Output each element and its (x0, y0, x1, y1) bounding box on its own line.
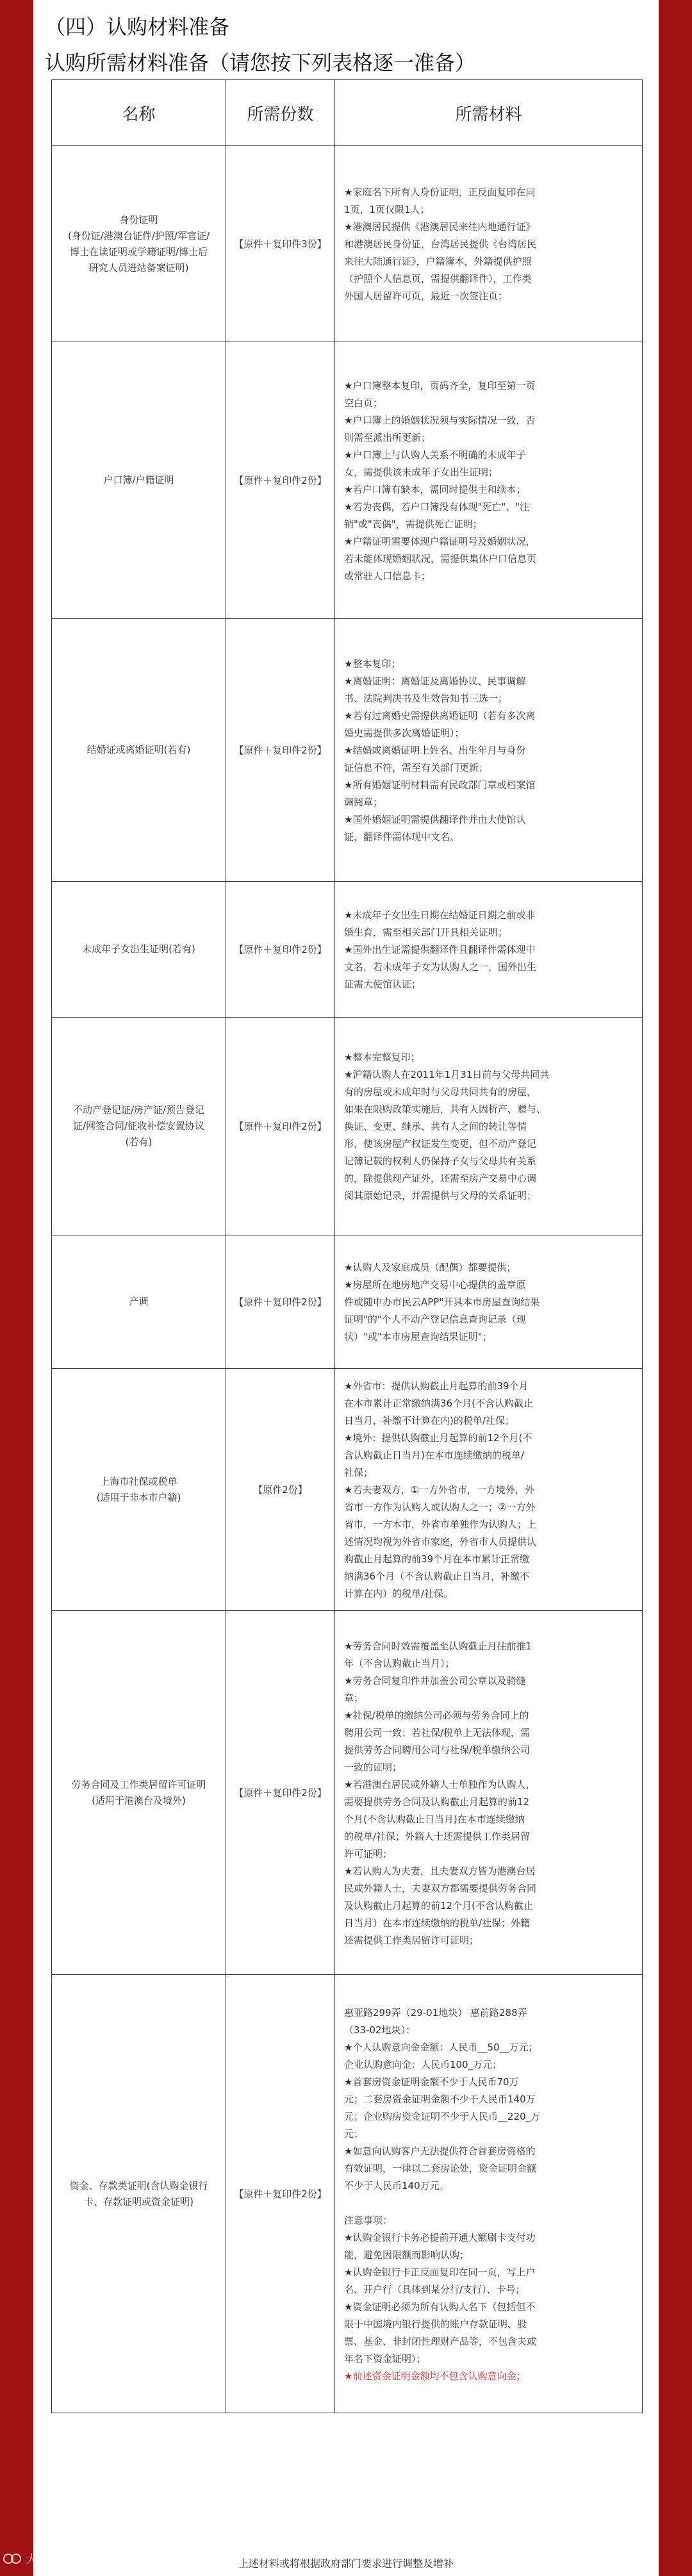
materials-line: ★若港澳台居民或外籍人士单独作为认购人， (344, 1778, 536, 1790)
materials-detail (335, 342, 643, 619)
materials-line: ★国外出生证需提供翻译件且翻译件需体现中 (344, 944, 536, 955)
materials-line: 证信息不符，需至有关部门更新； (344, 762, 489, 773)
materials-line: ★沪籍认购人在2011年1月31日前与父母共同共 (344, 1069, 550, 1080)
materials-line: 证需大使馆认证； (344, 978, 422, 990)
materials-line: ★结婚或离婚证明上姓名、出生年月与身份 (344, 745, 526, 756)
materials-line: ★整本复印； (344, 658, 401, 670)
materials-line: ★社保/税单的缴纳公司必须与劳务合同上的 (344, 1709, 529, 1721)
materials-line: 空白页； (344, 397, 383, 409)
materials-line: 个月(不含认购截止日当月)在本市连续缴纳 (344, 1813, 525, 1825)
materials-line: 日当月）在本市连续缴纳的税单/社保；外籍 (344, 1917, 531, 1929)
header-copies: 所需份数 (226, 80, 335, 146)
copies-required: 【原件＋复印件3份】 (226, 146, 335, 342)
material-name-line: 卡、存款证明或资金证明) (84, 2195, 194, 2208)
materials-line: 及认购截止月起算的前12个月(不含认购截止 (344, 1899, 533, 1911)
materials-detail (335, 146, 643, 342)
copies-required: 【原件＋复印件2份】 (226, 342, 335, 619)
materials-line: 省市一方作为认购人或认购人之一；②一方外 (344, 1501, 536, 1513)
materials-line: ★境外：提供认购截止月起算的前12个月(不 (344, 1432, 532, 1444)
table-row (52, 1611, 643, 1975)
materials-line: 如果在限购政策实施后，共有人因析产、赠与、 (344, 1103, 547, 1115)
materials-line: 日当月，补缴不计算在内)的税单/社保； (344, 1415, 515, 1426)
materials-line: 注意事项： (344, 2214, 393, 2226)
materials-line: ★首套房资金证明金额不少于人民币70万 (344, 2076, 519, 2088)
materials-line: 含认购截止日当月)在本市连续缴纳的税单/ (344, 1449, 524, 1461)
materials-line: 购截止月起算的前39个月在本市累计正常缴 (344, 1553, 530, 1565)
materials-detail (335, 1235, 643, 1369)
material-name-line: (适用于非本市户籍) (96, 1491, 181, 1503)
materials-line: 年名下资金证明）； (344, 2352, 426, 2365)
materials-line: ★若为丧偶，若户口簿没有体现"死亡"、"注 (344, 500, 530, 513)
materials-line: 阅其原始记录，并需提供与父母的关系证明； (344, 1190, 537, 1201)
materials-line: 证明"的"个人不动产登记信息查询记录（现 (344, 1314, 526, 1325)
materials-line: ★若户口簿有缺本，需同时提供主和续本； (344, 483, 526, 495)
material-name-line: 身份证明 (119, 213, 158, 226)
copies-required: 【原件＋复印件2份】 (226, 1018, 335, 1235)
materials-line: 社保； (344, 1467, 374, 1478)
table-row (52, 619, 643, 882)
footnote: 上述材料或将根据政府部门要求进行调整及增补 (238, 2557, 454, 2570)
materials-line: ★整本完整复印； (344, 1052, 420, 1063)
materials-line: 1页，1页仅限1人； (344, 204, 430, 215)
materials-line: 限于中国境内银行提供的账户存款证明、股 (344, 2318, 527, 2330)
materials-line: 若未能体现婚姻状况，需提供集体户口信息页 (344, 552, 537, 565)
header-name: 名称 (52, 80, 226, 146)
materials-line: 在本市累计正常缴纳满36个月(不含认购截止 (344, 1398, 533, 1409)
materials-line: （33-02地块）： (344, 2024, 416, 2036)
copies-required: 【原件＋复印件2份】 (226, 619, 335, 882)
materials-line: ★房屋所在地房地产交易中心提供的盖章原 (344, 1279, 526, 1291)
materials-line: 证，翻译件需体现中文名。 (344, 831, 460, 843)
materials-detail (335, 1018, 643, 1235)
materials-line: 述情况均视为外省市家庭，外省市人员提供认 (344, 1536, 537, 1548)
material-name (52, 1611, 226, 1975)
materials-line: （护照个人信息页，需提供翻译件），工作类 (344, 273, 532, 285)
materials-line: 票、基金、非封闭性理财产品等，不包含夫或 (344, 2335, 537, 2347)
copies-required: 【原件＋复印件2份】 (226, 1611, 335, 1975)
materials-line: 换证、变更、继承、共有人之间的转让等情 (344, 1121, 527, 1132)
material-name (52, 342, 226, 619)
copies-required: 【原件＋复印件2份】 (226, 882, 335, 1018)
materials-line: 状）"或"本市房屋查询结果证明"； (344, 1331, 492, 1342)
copies-required: 【原件＋复印件2份】 (226, 1235, 335, 1369)
materials-line: 女，需提供该未成年子女出生证明； (344, 466, 498, 478)
material-name-line: 产调 (129, 1296, 149, 1307)
materials-line: ★未成年子女出生日期在结婚证日期之前或非 (344, 909, 536, 921)
materials-line: 聘用公司一致；若社保/税单上无法体现，需 (344, 1726, 531, 1738)
section-subtitle: 认购所需材料准备（请您按下列表格逐一准备） (45, 51, 476, 75)
materials-line: ★个人认购意向金金额：人民币__50__万元； (344, 2041, 538, 2053)
material-name-line: 研究人员进站备案证明) (88, 261, 189, 274)
material-name-line: 不动产登记证/房产证/预告登记 (72, 1104, 205, 1116)
table-row (52, 1369, 643, 1611)
materials-line: 提供劳务合同聘用公司与社保/税单缴纳公司 (344, 1744, 531, 1756)
material-name-line: 上海市社保或税单 (100, 1475, 177, 1487)
materials-line: 名、开户行（具体到某分行/支行）、卡号； (344, 2283, 525, 2295)
materials-detail (335, 1975, 643, 2413)
materials-line: 婚史需提供多次离婚证明）； (344, 727, 465, 739)
table-row (52, 1975, 643, 2413)
materials-line: 惠亚路299弄（29-01地块） 惠前路288弄 (344, 2006, 527, 2019)
material-name-line: (身份证/港澳台证件/护照/军官证/ (67, 229, 210, 242)
materials-line: 调阅章； (344, 797, 383, 808)
materials-line: ★劳务合同时效需覆盖至认购截止月往前推1 (344, 1640, 532, 1652)
materials-line: ★认购金银行卡务必提前开通大额刷卡支付功 (344, 2231, 536, 2243)
materials-line: ★认购金银行卡正反面复印在同一页，写上户 (344, 2266, 536, 2278)
materials-line: 销"或"丧偶"，需提供死亡证明； (344, 518, 482, 530)
material-name (52, 882, 226, 1018)
table-row (52, 882, 643, 1018)
materials-line: 还需提供工作类居留许可证明； (344, 1934, 479, 1946)
watermark (3, 2550, 72, 2567)
material-name-line: 劳务合同及工作类居留许可证明 (71, 1778, 206, 1790)
material-name (52, 146, 226, 342)
materials-detail (335, 882, 643, 1018)
materials-line (344, 2195, 633, 2212)
materials-line: ★若认购人为夫妻，且夫妻双方皆为港澳台居 (344, 1865, 536, 1877)
material-name-line: 户口簿/户籍证明 (103, 474, 174, 486)
materials-line: 计算在内）的税单/社保。 (344, 1588, 454, 1599)
materials-line: ★认购人及家庭成员（配偶）都要提供； (344, 1262, 516, 1273)
materials-line: 章； (344, 1692, 364, 1704)
materials-line: ★离婚证明：离婚证及离婚协议、民事调解 (344, 675, 526, 687)
materials-line: 年（不含认购截止当月）； (344, 1657, 455, 1669)
materials-line: 记簿记载的权利人仍保持子女与父母共有关系 (344, 1155, 537, 1167)
materials-table (51, 79, 643, 2413)
material-name (52, 1235, 226, 1369)
header-materials: 所需材料 (335, 80, 643, 146)
materials-line: 婚生育，需至相关部门开具相关证明； (344, 927, 508, 938)
section-title: （四）认购材料准备 (45, 15, 230, 39)
materials-line: 或常驻人口信息卡； (344, 570, 431, 582)
material-name (52, 1369, 226, 1611)
table-header-row (52, 80, 643, 146)
table-row (52, 146, 643, 342)
materials-line: 元；二套房资金证明金额不少于人民币140万 (344, 2093, 536, 2105)
materials-line: 和港澳居民身份证，台湾居民提供《台湾居民 (344, 238, 537, 250)
materials-line: ★港澳居民提供《港澳居民来往内地通行证》 (344, 221, 536, 233)
materials-line: 纳满36个月（不含认购截止日当月，补缴不 (344, 1571, 530, 1582)
materials-detail (335, 1611, 643, 1975)
materials-detail (335, 619, 643, 882)
materials-line: 书、法院判决书及生效告知书三选一； (344, 693, 508, 704)
materials-line: 一致的证明； (344, 1761, 402, 1773)
materials-line: 许可证明； (344, 1847, 393, 1860)
materials-line: 的税单/社保；外籍人士还需提供工作类居留 (344, 1830, 531, 1842)
materials-line: ★户口簿上的婚姻状况须与实际情况一致，否 (344, 414, 536, 426)
materials-line: ★若有过离婚史需提供离婚证明（若有多次离 (344, 710, 536, 722)
copies-required: 【原件＋复印件2份】 (226, 1975, 335, 2413)
material-name-line: (若有) (125, 1136, 152, 1148)
materials-line: ★国外婚姻证明需提供翻译件并由大使馆认 (344, 814, 526, 825)
materials-line: ★户口簿整本复印，页码齐全，复印至第一页 (344, 379, 536, 392)
materials-line: ★所有婚姻证明材料需有民政部门章或档案馆 (344, 779, 536, 791)
materials-line: 企业认购意向金：人民币100_万元； (344, 2058, 502, 2070)
materials-line: 形，使该房屋产权证发生变更，但不动产登记 (344, 1138, 537, 1150)
material-name-line: (适用于港澳台及境外) (92, 1794, 186, 1806)
materials-line: 需要提供劳务合同及认购截止月起算的前12 (344, 1796, 530, 1808)
materials-line: ★家庭名下所有人身份证明，正反面复印在同 (344, 186, 536, 198)
materials-line: 来往大陆通行证》，户籍簿本，外籍提供护照 (344, 256, 532, 267)
materials-line: 件或随申办市民云APP"开具本市房屋查询结果 (344, 1296, 540, 1308)
copies-required: 【原件2份】 (226, 1369, 335, 1611)
materials-line: 外国人居留许可页，最近一次签注页； (344, 290, 508, 302)
materials-line: ★劳务合同复印件并加盖公司公章以及骑缝 (344, 1674, 526, 1687)
table-row (52, 1235, 643, 1369)
materials-line: 元；企业购房资金证明不少于人民币__220_万 (344, 2110, 541, 2122)
material-name (52, 1018, 226, 1235)
materials-line: 有效证明，一律以二套房论处，资金证明金额 (344, 2162, 537, 2174)
materials-detail (335, 1369, 643, 1611)
materials-line: ★资金证明必须为所有认购人名下（包括但不 (344, 2300, 536, 2313)
table-row (52, 1018, 643, 1235)
materials-line: ★外省市：提供认购截止月起算的前39个月 (344, 1380, 529, 1392)
materials-line: 的，除提供现产证外，还需至房产交易中心调 (344, 1173, 537, 1184)
watermark-text: 大众点评 (26, 2553, 72, 2566)
material-name-line: 未成年子女出生证明(若有) (82, 943, 195, 955)
material-name (52, 1975, 226, 2413)
material-name-line: 证/网签合同/征收补偿安置协议 (72, 1120, 205, 1132)
materials-line: 有的房屋或未成年时与父母共同共有的房屋， (344, 1086, 537, 1098)
material-name-line: 资金、存款类证明(含认购金银行 (69, 2179, 208, 2192)
materials-line: ★户籍证明需要体现户籍证明号及婚姻状况， (344, 535, 536, 547)
materials-line: 不少于人民币140万元。 (344, 2179, 449, 2192)
materials-line: 省市，一方本市，外省市单独作为认购人；上 (344, 1519, 537, 1530)
material-name-line: 博士在读证明或学籍证明/博士后 (69, 245, 208, 258)
materials-line: 民或外籍人士，夫妻双方都需要提供劳务合同 (344, 1882, 537, 1894)
materials-line: ★户口簿上与认购人关系不明确的未成年子 (344, 449, 526, 461)
table-row (52, 342, 643, 619)
materials-line: 能，避免因限额而影响认购； (344, 2249, 470, 2261)
materials-line: ★若夫妻双方，①一方外省市，一方境外，外 (344, 1484, 534, 1496)
materials-line: ★前述资金证明金额均不包含认购意向金； (344, 2370, 526, 2382)
material-name (52, 619, 226, 882)
materials-line: 元； (344, 2127, 364, 2140)
material-name-line: 结婚证或离婚证明(若有) (86, 744, 191, 755)
materials-line: 文名，若未成年子女为认购人之一，国外出生 (344, 961, 537, 973)
materials-line: 则需至派出所更新； (344, 431, 431, 443)
materials-line: ★如意向认购客户无法提供符合首套房资格的 (344, 2145, 536, 2157)
watermark-logo-icon (3, 2551, 22, 2566)
